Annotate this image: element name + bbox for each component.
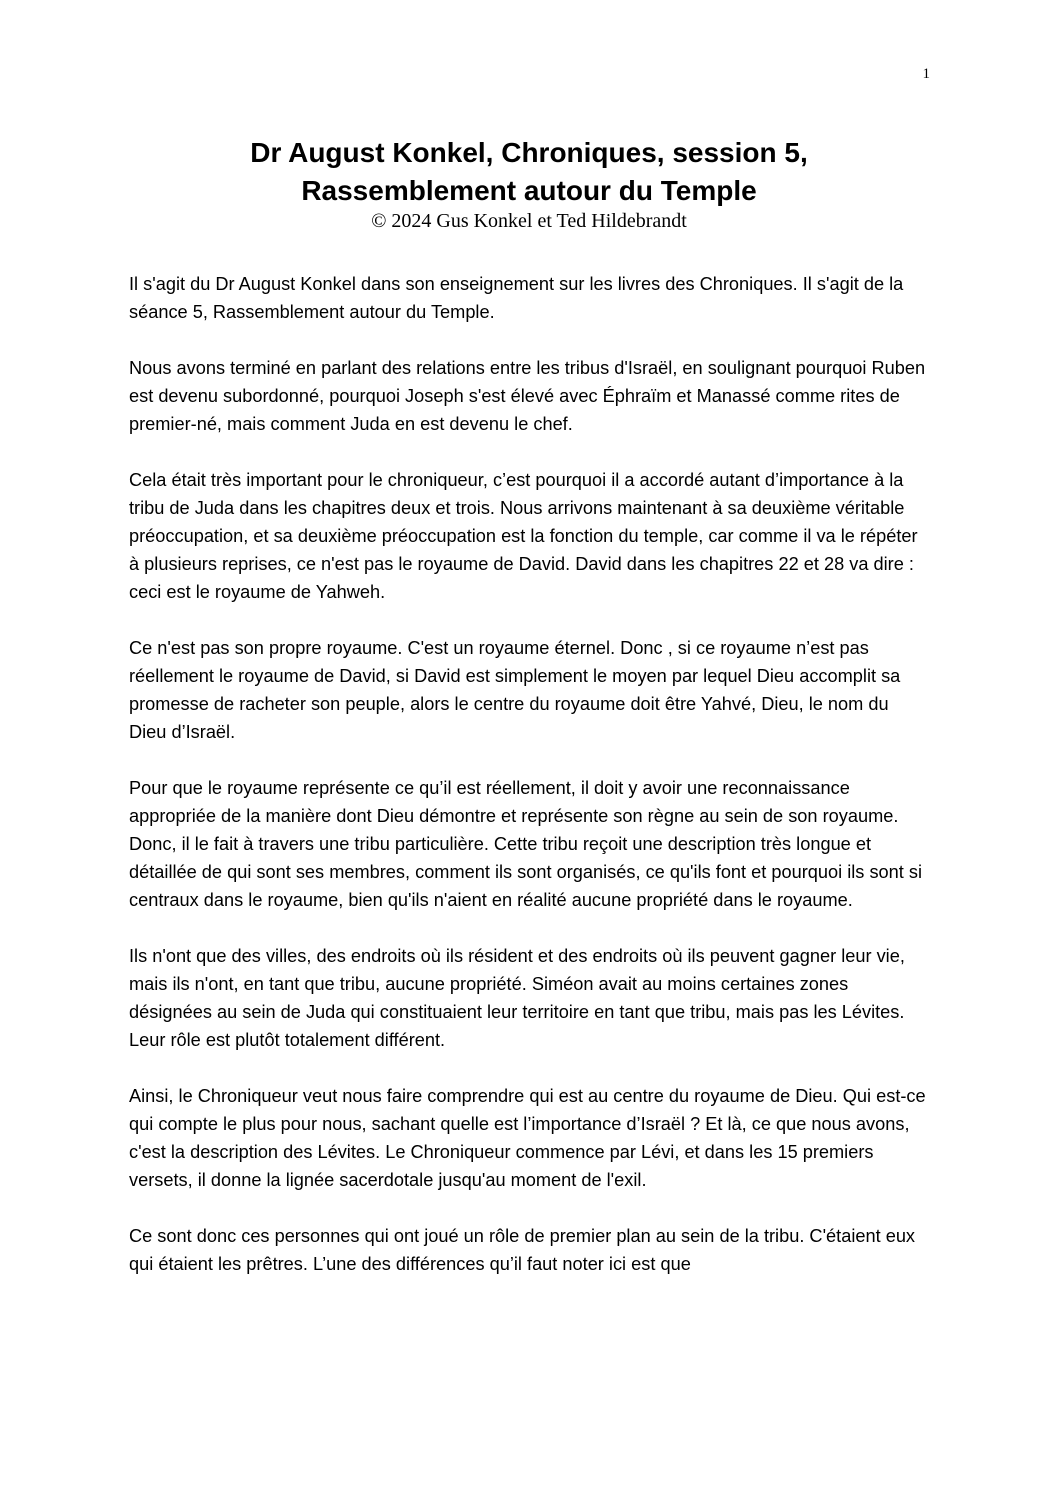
- title-line-2: Rassemblement autour du Temple: [301, 175, 757, 206]
- document-title: [0, 134, 1058, 210]
- title-line-1: Dr August Konkel, Chroniques, session 5,: [250, 137, 808, 168]
- paragraph: Ainsi, le Chroniqueur veut nous faire comprendre qui est au centre du royaume de Dieu. Qui est-ce qui compte le plus pour nous, sachant quelle est l’importance d’Israël ? Et là, ce que nous avons, c'est la description des Lévites. Le Chroniqueur commence par Lévi, et dans les 15 premiers versets, il donne la lignée sacerdotale jusqu'au moment de l'exil.: [129, 1086, 926, 1190]
- paragraph: Cela était très important pour le chroniqueur, c’est pourquoi il a accordé autant d’importance à la tribu de Juda dans les chapitres deux et trois. Nous arrivons maintenant à sa deuxième véritable préoccupation, et sa deuxième préoccupation est la fonction du temple, car comme il va le répéter à plusieurs reprises, ce n'est pas le royaume de David. David dans les chapitres 22 et 28 va dire : ceci est le royaume de Yahweh.: [129, 470, 918, 602]
- paragraph: Ce n'est pas son propre royaume. C'est un royaume éternel. Donc , si ce royaume n’est pas réellement le royaume de David, si David est simplement le moyen par lequel Dieu accomplit sa promesse de racheter son peuple, alors le centre du royaume doit être Yahvé, Dieu, le nom du Dieu d’Israël.: [129, 638, 901, 742]
- page-number: 1: [922, 66, 930, 82]
- paragraph: Il s'agit du Dr August Konkel dans son enseignement sur les livres des Chroniques. Il s'agit de la séance 5, Rassemblement autour du Temple.: [129, 274, 904, 322]
- paragraph: Pour que le royaume représente ce qu’il est réellement, il doit y avoir une reconnaissance appropriée de la manière dont Dieu démontre et représente son règne au sein de son royaume. Donc, il le fait à travers une tribu particulière. Cette tribu reçoit une description très longue et détaillée de qui sont ses membres, comment ils sont organisés, ce qu'ils font et pourquoi ils sont si centraux dans le royaume, bien qu'ils n'aient en réalité aucune propriété dans le royaume.: [129, 778, 923, 910]
- paragraph: Ce sont donc ces personnes qui ont joué un rôle de premier plan au sein de la tribu. C'étaient eux qui étaient les prêtres. L’une des différences qu’il faut noter ici est que: [129, 1226, 916, 1274]
- paragraph: Ils n'ont que des villes, des endroits où ils résident et des endroits où ils peuvent gagner leur vie, mais ils n'ont, en tant que tribu, aucune propriété. Siméon avait au moins certaines zones désignées au sein de Juda qui constituaient leur territoire en tant que tribu, mais pas les Lévites. Leur rôle est plutôt totalement différent.: [129, 946, 905, 1050]
- title-block: [0, 134, 1058, 232]
- body-text: [129, 270, 929, 1306]
- copyright-line: © 2024 Gus Konkel et Ted Hildebrandt: [371, 210, 687, 232]
- paragraph: Nous avons terminé en parlant des relations entre les tribus d'Israël, en soulignant pourquoi Ruben est devenu subordonné, pourquoi Joseph s'est élevé avec Éphraïm et Manassé comme rites de premier-né, mais comment Juda en est devenu le chef.: [129, 358, 926, 434]
